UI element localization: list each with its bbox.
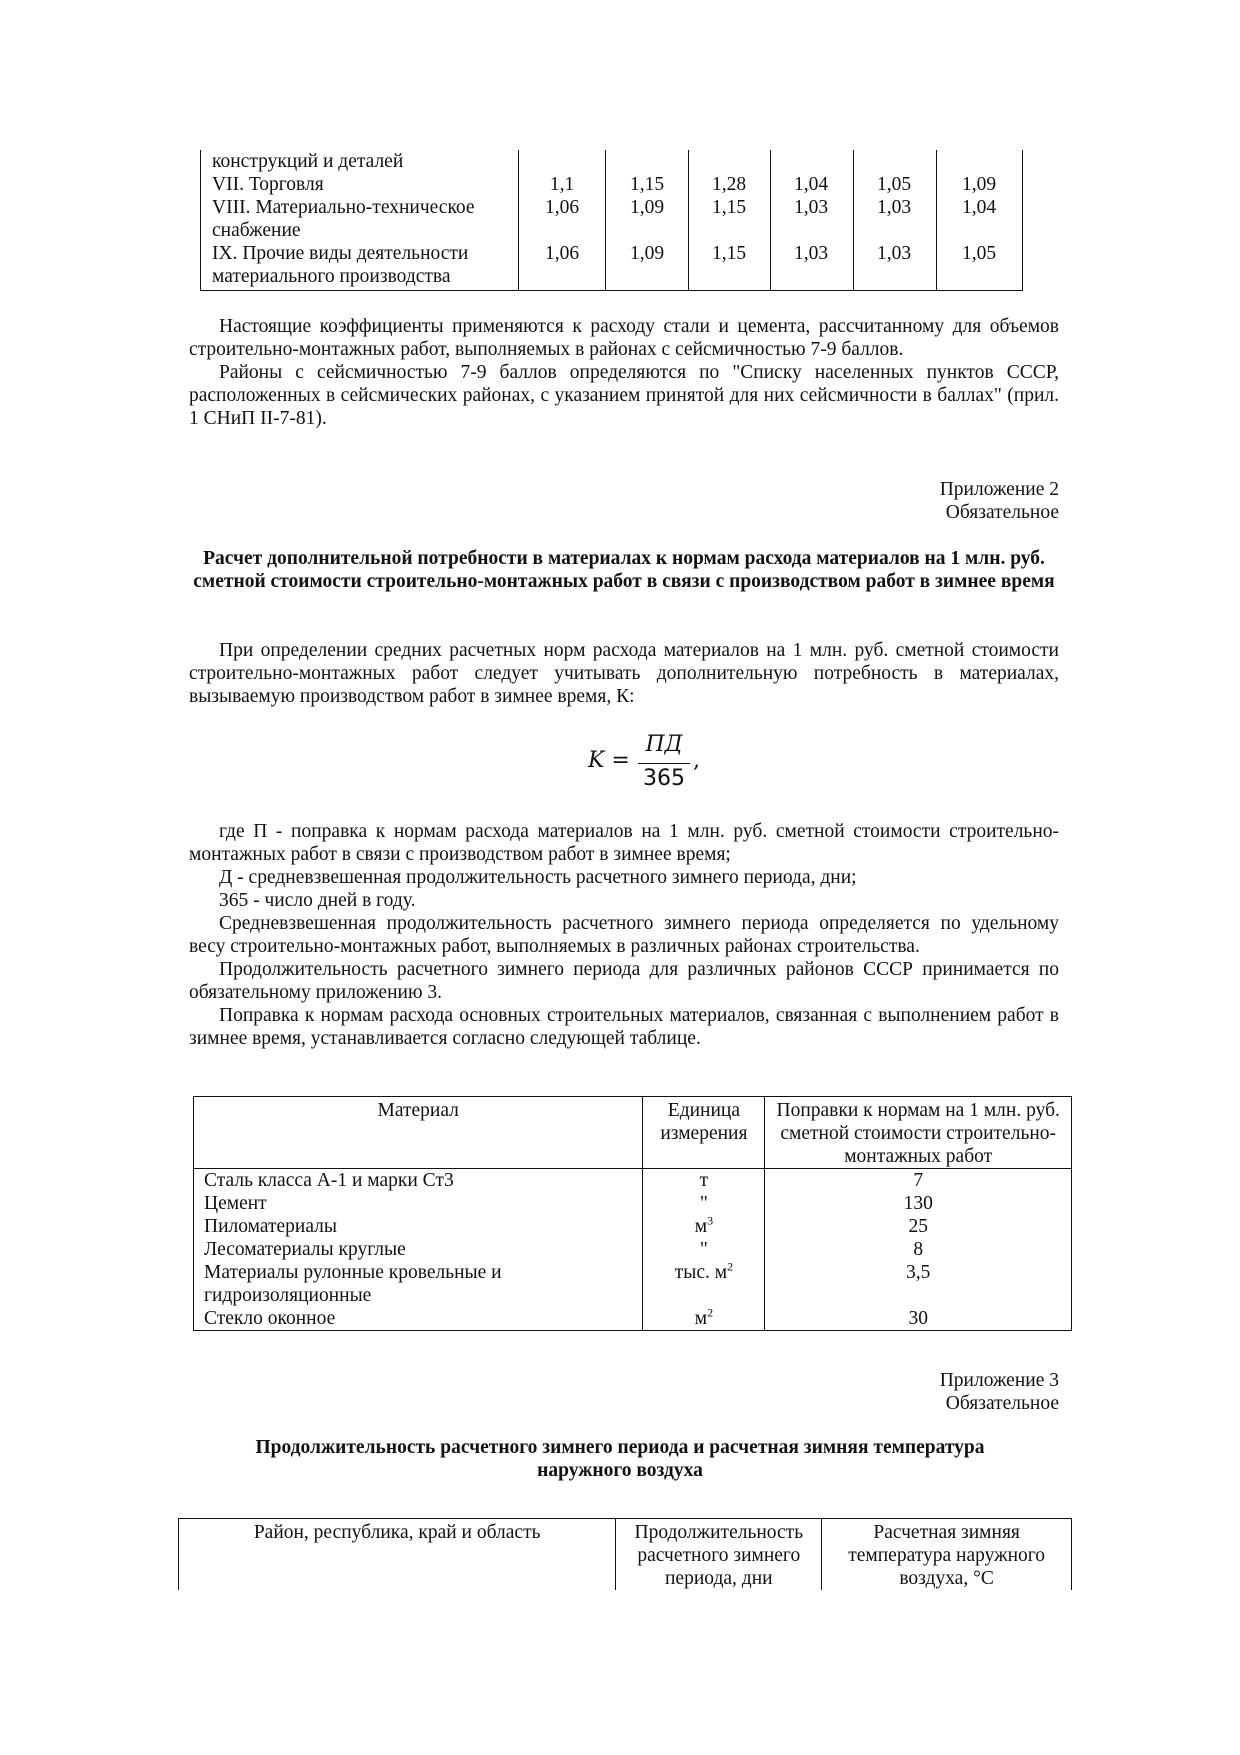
value-cell: 7 xyxy=(765,1169,1072,1193)
table-border xyxy=(605,150,606,291)
appendix-status: Обязательное xyxy=(945,502,1059,523)
unit-cell: т xyxy=(643,1169,765,1193)
table-cell: 1,1 xyxy=(549,174,575,195)
paragraph: Настоящие коэффициенты применяются к расходу стали и цемента, рассчитанному для объемов строительно-монтажных работ, выполняемых в районах с сейсмичностью 7-9 баллов. xyxy=(189,316,1059,360)
material-cell: Лесоматериалы круглые xyxy=(194,1238,643,1261)
paragraph: Поправка к нормам расхода основных строительных материалов, связанная с выполнением работ в зимнее время, устанавливается согласно следующей таблице. xyxy=(189,1005,1059,1049)
table-header-row xyxy=(179,1519,1072,1591)
table-header-row xyxy=(194,1097,1072,1169)
unit-cell: тыс. $м^2$ xyxy=(643,1261,765,1284)
table-row-label: VII. Торговля xyxy=(212,174,324,195)
value-cell: 3,5 xyxy=(765,1261,1072,1284)
table-border xyxy=(936,150,937,291)
material-cell: Материалы рулонные кровельные и xyxy=(194,1261,643,1284)
winter-period-table xyxy=(178,1518,1072,1590)
material-cell: Сталь класса А-1 и марки Ст3 xyxy=(194,1169,643,1193)
table-row xyxy=(194,1284,1072,1307)
appendix-label: Приложение 2 xyxy=(939,479,1059,500)
table-cell: 1,15 xyxy=(711,197,747,218)
table-cell: 1,03 xyxy=(793,243,829,264)
appendix2-intro xyxy=(189,639,1059,708)
table-row-label: конструкций и деталей xyxy=(212,151,404,172)
table-cell: 1,05 xyxy=(876,174,912,195)
table-border xyxy=(1022,150,1023,291)
formula-comma: , xyxy=(693,748,700,773)
formula-numerator: ПД xyxy=(645,732,683,757)
table-row-label: снабжение xyxy=(212,220,301,241)
column-header: Расчетная зимняя температура наружного воздуха, °С xyxy=(822,1519,1072,1591)
table-border xyxy=(518,150,519,291)
appendix-label: Приложение 3 xyxy=(939,1370,1059,1391)
column-header: Единица измерения xyxy=(643,1097,765,1169)
paragraph: Д - средневзвешенная продолжительность расчетного зимнего периода, дни; xyxy=(219,867,857,888)
material-cell: гидроизоляционные xyxy=(194,1284,643,1307)
unit-cell xyxy=(643,1284,765,1307)
table-border xyxy=(853,150,854,291)
table-cell: 1,15 xyxy=(629,174,665,195)
unit-cell: $м^3$ xyxy=(643,1215,765,1238)
value-cell: 30 xyxy=(765,1307,1072,1331)
table-row xyxy=(194,1169,1072,1193)
table-cell: 1,28 xyxy=(711,174,747,195)
column-header: Продолжительность расчетного зимнего периода, дни xyxy=(616,1519,822,1591)
formula-explanations xyxy=(189,820,1059,1050)
table-cell: 1,03 xyxy=(793,197,829,218)
table-cell: 1,05 xyxy=(961,243,997,264)
column-header: Поправки к нормам на 1 млн. руб. сметной стоимости строительно-монтажных работ xyxy=(765,1097,1072,1169)
table-cell: 1,03 xyxy=(876,243,912,264)
table-cell: 1,09 xyxy=(629,243,665,264)
unit-cell: " xyxy=(643,1192,765,1215)
paragraph: где П - поправка к нормам расхода материалов на 1 млн. руб. сметной стоимости строительно-монтажных работ в связи с производством работ в зимнее время; xyxy=(189,821,1059,865)
fraction-bar xyxy=(638,763,690,764)
coefficients-note xyxy=(189,315,1059,430)
table-cell: 1,06 xyxy=(544,243,580,264)
paragraph: Продолжительность расчетного зимнего периода для различных районов СССР принимается по обязательному приложению 3. xyxy=(189,959,1059,1003)
table-border xyxy=(200,290,1023,291)
table-row xyxy=(194,1307,1072,1331)
paragraph: 365 - число дней в году. xyxy=(219,890,416,911)
unit-cell: $м^2$ xyxy=(643,1307,765,1331)
unit-cell: " xyxy=(643,1238,765,1261)
table-cell: 1,04 xyxy=(961,197,997,218)
material-cell: Цемент xyxy=(194,1192,643,1215)
table-cell: 1,06 xyxy=(544,197,580,218)
paragraph: При определении средних расчетных норм расхода материалов на 1 млн. руб. сметной стоимости строительно-монтажных работ следует учитывать дополнительную потребность в материалах, вызываемую производством работ в зимнее время, К: xyxy=(189,640,1059,707)
formula-denominator: 365 xyxy=(643,766,685,791)
table-row-label: материального производства xyxy=(212,266,451,287)
section-title: Расчет дополнительной потребности в материалах к нормам расхода материалов на 1 млн. руб. сметной стоимости строительно-монтажных работ в связи с производством работ в зимнее время xyxy=(193,548,1055,592)
table-row xyxy=(194,1261,1072,1284)
table-border xyxy=(688,150,689,291)
table-cell: 1,15 xyxy=(711,243,747,264)
table-row-label: VIII. Материально-техническое xyxy=(212,197,475,218)
table-row xyxy=(194,1192,1072,1215)
column-header: Материал xyxy=(194,1097,643,1169)
appendix-status: Обязательное xyxy=(945,1393,1059,1414)
table-row-label: IX. Прочие виды деятельности xyxy=(212,243,469,264)
column-header: Район, республика, край и область xyxy=(179,1519,616,1591)
table-row xyxy=(194,1215,1072,1238)
table-cell: 1,04 xyxy=(793,174,829,195)
table-cell: 1,09 xyxy=(961,174,997,195)
table-cell: 1,09 xyxy=(629,197,665,218)
value-cell: 25 xyxy=(765,1215,1072,1238)
table-border xyxy=(200,150,201,291)
table-border xyxy=(770,150,771,291)
section-title: Продолжительность расчетного зимнего периода и расчетная зимняя температура наружного воздуха xyxy=(255,1437,985,1481)
value-cell: 130 xyxy=(765,1192,1072,1215)
formula-lhs: K = xyxy=(588,748,630,773)
materials-correction-table xyxy=(193,1096,1072,1331)
table-row xyxy=(194,1238,1072,1261)
material-cell: Стекло оконное xyxy=(194,1307,643,1331)
material-cell: Пиломатериалы xyxy=(194,1215,643,1238)
paragraph: Районы с сейсмичностью 7-9 баллов определяются по "Списку населенных пунктов СССР, расположенных в сейсмических районах, с указанием принятой для них сейсмичности в баллах" (прил. 1 СНиП II-7-81). xyxy=(189,362,1059,429)
value-cell xyxy=(765,1284,1072,1307)
coefficients-table-continuation xyxy=(200,150,1023,291)
table-cell: 1,03 xyxy=(876,197,912,218)
value-cell: 8 xyxy=(765,1238,1072,1261)
paragraph: Средневзвешенная продолжительность расчетного зимнего периода определяется по удельному весу строительно-монтажных работ, выполняемых в различных районах строительства. xyxy=(189,913,1059,957)
